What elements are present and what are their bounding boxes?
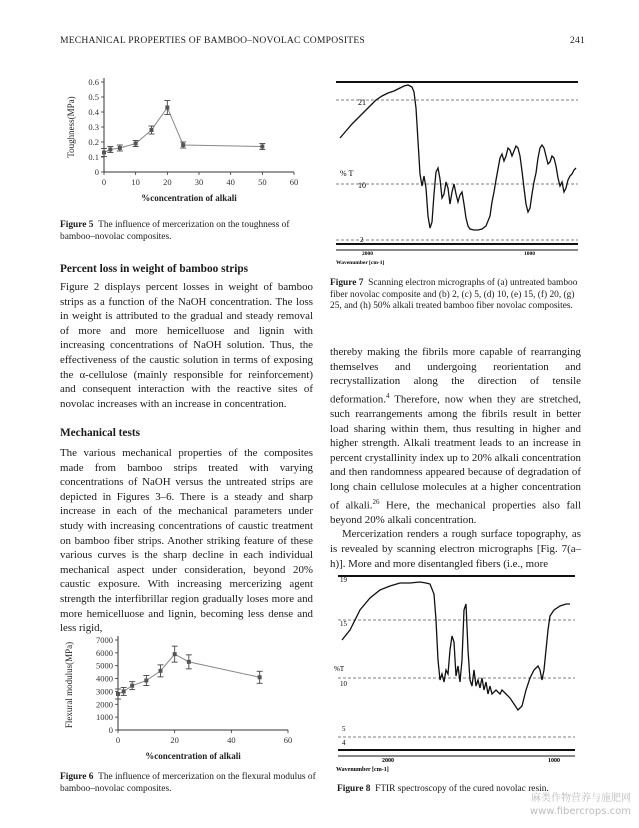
section-heading-mechanical-tests: Mechanical tests <box>60 427 140 439</box>
y-tick-label: 0.5 <box>88 92 99 102</box>
data-point <box>258 675 262 679</box>
y-tick-label: 0 <box>94 167 99 177</box>
page-number: 241 <box>570 35 585 46</box>
data-point <box>165 106 169 110</box>
figure-8-ytick-4: 4 <box>342 739 346 747</box>
x-axis-label: %concentration of alkali <box>145 751 241 761</box>
data-point <box>118 146 122 150</box>
figure-7-xtick-2000: 2000 <box>362 251 373 257</box>
data-point <box>116 692 120 696</box>
y-tick-label: 0.3 <box>88 122 99 132</box>
y-tick-label: 7000 <box>96 635 113 645</box>
watermark-line-2: www.fibercrops.com <box>529 806 631 817</box>
paragraph-right-column <box>330 345 581 571</box>
figure-5-caption <box>60 220 316 243</box>
y-axis-label: Toughness(MPa) <box>66 96 76 158</box>
paragraph-right-1c: Here, the mechanical properties also fall beyond 20% alkali concentration. <box>330 499 581 526</box>
data-point <box>108 148 112 152</box>
figure-6-label: Figure 6 <box>60 772 94 782</box>
y-tick-label: 4000 <box>96 673 113 684</box>
citation-ref-4: 4 <box>385 391 390 400</box>
x-tick-label: 30 <box>194 177 204 187</box>
figure-7-xtick-1000: 1000 <box>524 251 535 257</box>
citation-ref-26: 26 <box>372 497 380 506</box>
data-point <box>130 684 134 688</box>
figure-8-caption-text: FTIR spectroscopy of the cured novolac resin. <box>375 784 549 794</box>
figure-7-ylabel: % T <box>340 169 354 178</box>
figure-7-label: Figure 7 <box>330 278 364 288</box>
x-tick-label: 0 <box>115 735 121 745</box>
x-tick-label: 10 <box>131 177 140 187</box>
paragraph-right-1 <box>330 345 581 527</box>
watermark-line-1: 麻类作物营养与施肥网 <box>531 793 631 804</box>
figure-8-label: Figure 8 <box>337 784 371 794</box>
figure-8-xtick-2000: 2000 <box>382 758 394 764</box>
data-point <box>144 679 148 683</box>
data-point <box>102 151 106 155</box>
figure-7-ytick-21: 21 <box>358 98 366 107</box>
data-point <box>122 689 126 693</box>
data-point <box>260 145 264 149</box>
figure-5-label: Figure 5 <box>60 220 94 230</box>
figure-8-xlabel: Wavenumber [cm-1] <box>336 767 389 773</box>
x-tick-label: 40 <box>226 177 235 187</box>
y-tick-label: 2000 <box>96 699 113 710</box>
section-heading-percent-loss: Percent loss in weight of bamboo strips <box>60 263 249 275</box>
data-point <box>159 669 163 673</box>
x-tick-label: 40 <box>227 735 236 745</box>
paragraph-right-2: Mercerization renders a rough surface topography, as is revealed by scanning electron micrographs [Fig. 7(a–h)]. More and more disentangled fibers (i.e., more <box>330 528 581 570</box>
y-tick-label: 1000 <box>96 712 113 723</box>
y-tick-label: 0.6 <box>88 77 99 87</box>
figure-7-xlabel: Wavenumber [cm-1] <box>336 260 385 266</box>
running-title: MECHANICAL PROPERTIES OF BAMBOO–NOVOLAC COMPOSITES <box>60 35 365 46</box>
paragraph-right-1a: thereby making the fibrils more capable of rearranging themselves and undergoing reorientation and recrystallization along the direction of tensile deformation. <box>330 346 581 406</box>
x-tick-label: 60 <box>283 735 293 745</box>
running-header <box>60 35 585 49</box>
paragraph-percent-loss <box>60 280 313 411</box>
figure-7-spectrum <box>328 76 583 266</box>
data-point <box>173 652 177 656</box>
figure-5-caption-text: The influence of mercerization on the toughness of bamboo–novolac composites. <box>60 220 290 242</box>
y-tick-label: 0.2 <box>88 137 99 147</box>
paragraph-percent-loss-text: Figure 2 displays percent losses in weight of bamboo strips as a function of the NaOH concentration. The loss in weight is attributed to the gradual and steady removal of more and more hemicelluose and lignin with increasing concentrations of NaOH solution. Thus, the effectiveness of the caustic solution in terms of exposing the α-cellulose (mainly responsible for reinforcement) and consequent interaction with the reactive sites of novolac increases with an increase in concentration. <box>60 281 313 410</box>
y-tick-label: 0.4 <box>88 107 99 117</box>
figure-6-caption-text: The influence of mercerization on the flexural modulus of bamboo–novolac composites. <box>60 772 316 794</box>
y-tick-label: 3000 <box>96 686 113 697</box>
figure-8-ytick-15: 15 <box>340 620 347 628</box>
figure-5-chart <box>60 72 315 212</box>
figure-8-ytick-5: 5 <box>342 725 346 733</box>
paragraph-mechanical-tests-text: The various mechanical properties of the composites made from bamboo strips treated with varying concentrations of NaOH versus the untreated strips are depicted in Figures 3–6. There is a steady and sharp increase in each of the mechanical parameters under study with increasing concentrations of caustic treatment on bamboo fiber strips. Another striking feature of these various curves is the sharp decline in each individual mechanical aspect under consideration, beyond 20% caustic exposure. With increasing mercerizing agent strength the interfibrillar region gradually loses more and more hemicelluose and lignin, becoming less dense and less rigid, <box>60 447 313 635</box>
x-tick-label: 50 <box>258 177 267 187</box>
figure-8-ylabel: %T <box>334 665 345 673</box>
figure-7-caption <box>330 278 582 313</box>
paragraph-mechanical-tests <box>60 446 313 636</box>
y-axis-label: Flexural modulus(MPa) <box>64 641 74 729</box>
figure-7-ytick-2: 2 <box>360 236 364 244</box>
data-point <box>181 143 185 147</box>
data-point <box>150 128 154 132</box>
figure-6-caption <box>60 772 316 795</box>
x-tick-label: 20 <box>170 735 179 745</box>
y-tick-label: 0.1 <box>88 152 99 162</box>
x-tick-label: 60 <box>289 177 299 187</box>
x-axis-label: %concentration of alkali <box>141 193 237 203</box>
paragraph-right-1b: Therefore, now when they are stretched, such rearrangements among the fibrils result in better load sharing within them, thus resulting in higher and higher strength. Alkali treatment leads to an increase in percent crystallinity index up to 20% alkali concentration and then randomness appeared because of degradation of long chain cellulose molecules at a higher concentration of alkali. <box>330 393 581 512</box>
data-point <box>187 660 191 664</box>
figure-6-chart <box>60 630 315 765</box>
figure-7-caption-text: Scanning electron micrographs of (a) untreated bamboo fiber novolac composite and (b) 2, (c) 5, (d) 10, (e) 15, (f) 20, (g) 25, and (h) 50% alkali treated bamboo fiber novolac composites. <box>330 278 578 312</box>
watermark <box>530 792 631 818</box>
y-tick-label: 5000 <box>96 660 113 671</box>
x-tick-label: 20 <box>163 177 172 187</box>
figure-8-ytick-19: 19 <box>340 576 347 584</box>
y-tick-label: 6000 <box>96 647 113 658</box>
x-tick-label: 0 <box>101 177 107 187</box>
figure-8-spectrum <box>330 570 580 775</box>
y-tick-label: 0 <box>108 725 113 735</box>
data-point <box>134 142 138 146</box>
figure-8-xtick-1000: 1000 <box>548 758 560 764</box>
figure-8-ytick-10: 10 <box>340 680 347 688</box>
figure-7-ytick-10: 10 <box>358 181 366 190</box>
